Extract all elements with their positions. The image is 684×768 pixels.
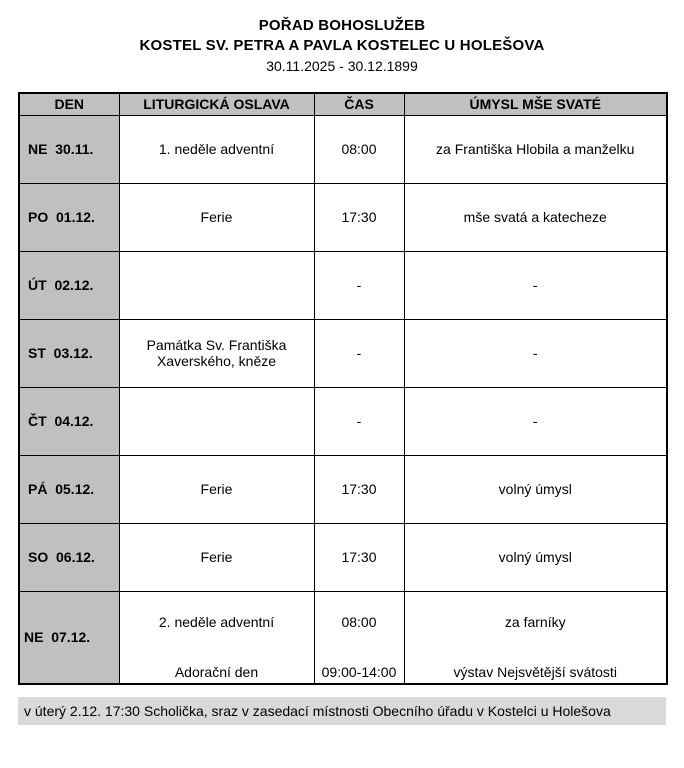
table-row <box>19 387 667 455</box>
table-row <box>19 523 667 591</box>
day-cell: NE 30.11. <box>19 115 119 183</box>
schedule-table <box>18 92 668 685</box>
celebration-cell <box>119 591 314 684</box>
intention-cell: - <box>404 387 667 455</box>
table-row <box>19 251 667 319</box>
celebration-lines <box>124 592 310 684</box>
celebration-cell: Památka Sv. Františka Xaverského, kněze <box>119 319 314 387</box>
time-lines <box>319 592 400 684</box>
column-header-liturgicka-oslava: LITURGICKÁ OSLAVA <box>119 93 314 115</box>
document-header <box>18 16 666 76</box>
time-cell: 17:30 <box>314 183 404 251</box>
time-line-1: 08:00 <box>341 613 377 630</box>
table-row <box>19 591 667 684</box>
date-range: 30.11.2025 - 30.12.1899 <box>266 58 418 74</box>
time-cell <box>314 591 404 684</box>
day-cell: ČT 04.12. <box>19 387 119 455</box>
time-line-2: 09:00-14:00 <box>321 664 397 680</box>
celebration-cell: Ferie <box>119 455 314 523</box>
table-row <box>19 455 667 523</box>
day-cell: ÚT 02.12. <box>19 251 119 319</box>
day-cell: NE 07.12. <box>19 591 119 684</box>
page-title: POŘAD BOHOSLUŽEB <box>258 17 426 34</box>
intention-lines <box>409 592 663 684</box>
intention-cell <box>404 591 667 684</box>
celebration-cell: Ferie <box>119 523 314 591</box>
time-cell: 17:30 <box>314 455 404 523</box>
celebration-cell: 1. neděle adventní <box>119 115 314 183</box>
intention-cell: volný úmysl <box>404 455 667 523</box>
day-cell: ST 03.12. <box>19 319 119 387</box>
celebration-line-1: 2. neděle adventní <box>158 613 275 630</box>
table-row <box>19 319 667 387</box>
intention-cell: mše svatá a katecheze <box>404 183 667 251</box>
time-cell: 08:00 <box>314 115 404 183</box>
celebration-cell <box>119 387 314 455</box>
table-header-row <box>19 93 667 115</box>
day-cell: PO 01.12. <box>19 183 119 251</box>
time-cell: - <box>314 251 404 319</box>
celebration-cell <box>119 251 314 319</box>
day-cell: PÁ 05.12. <box>19 455 119 523</box>
intention-cell: za Františka Hlobila a manželku <box>404 115 667 183</box>
column-header-den: DEN <box>19 93 119 115</box>
footnote: v úterý 2.12. 17:30 Scholička, sraz v zasedací místnosti Obecního úřadu v Kostelci u Holešova <box>18 697 666 725</box>
intention-line-1: za farníky <box>504 613 566 630</box>
church-name: KOSTEL SV. PETRA A PAVLA KOSTELEC U HOLEŠOVA <box>139 37 545 54</box>
day-cell: SO 06.12. <box>19 523 119 591</box>
celebration-cell: Ferie <box>119 183 314 251</box>
intention-line-2: výstav Nejsvětější svátosti <box>453 664 617 680</box>
intention-cell: - <box>404 319 667 387</box>
column-header-umysl: ÚMYSL MŠE SVATÉ <box>404 93 667 115</box>
time-cell: - <box>314 387 404 455</box>
table-row <box>19 115 667 183</box>
celebration-line-2: Adorační den <box>174 664 259 680</box>
table-row <box>19 183 667 251</box>
intention-cell: volný úmysl <box>404 523 667 591</box>
intention-cell: - <box>404 251 667 319</box>
time-cell: - <box>314 319 404 387</box>
column-header-cas: ČAS <box>314 93 404 115</box>
time-cell: 17:30 <box>314 523 404 591</box>
